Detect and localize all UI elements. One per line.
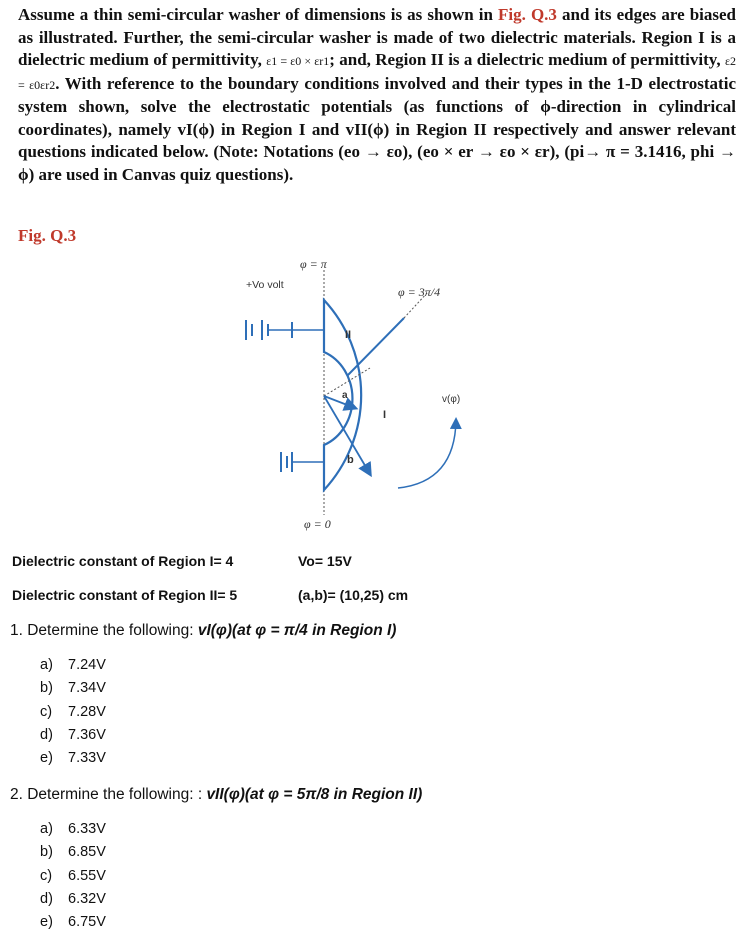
- option-item[interactable]: d) 7.36V: [40, 726, 106, 743]
- option-item[interactable]: b) 7.34V: [40, 680, 106, 697]
- question-2-prefix: 2. Determine the following: :: [10, 786, 207, 803]
- given-eps-I: Dielectric constant of Region I= 4: [12, 553, 234, 569]
- radius-b-label: b: [347, 454, 354, 466]
- option-item[interactable]: c) 7.28V: [40, 703, 106, 720]
- region-II-label: II: [345, 329, 352, 341]
- option-item[interactable]: a) 6.33V: [40, 821, 106, 837]
- figure-label: Fig. Q.3: [18, 226, 77, 245]
- phi-pi-label: φ = π: [300, 257, 327, 271]
- phi-0-label: φ = 0: [304, 517, 331, 531]
- intro-text-2: and its edges are biased as illustrated. Further, the semi-circular washer is made of two dielectric materials. Region I is a dielectric medium of permittivity,: [18, 5, 737, 69]
- option-item[interactable]: e) 6.75V: [40, 914, 106, 931]
- option-item[interactable]: a) 7.24V: [40, 657, 106, 673]
- radius-a-label: a: [342, 390, 348, 401]
- problem-statement: [18, 4, 736, 186]
- region-I-label: I: [383, 409, 387, 421]
- v-phi-arrow: [398, 420, 456, 488]
- phi-3pi4-label: φ = 3π/4: [398, 285, 441, 299]
- top-battery-icon: [246, 320, 324, 340]
- washer-figure: [0, 245, 748, 535]
- epsilon-1-expression: ε1 = ε0 × εr1: [266, 54, 330, 68]
- question-1-options: [40, 654, 106, 770]
- vo-label: +Vo volt: [246, 279, 284, 291]
- question-1-expression: vI(φ)(at φ = π/4 in Region I): [197, 622, 397, 639]
- question-1-prefix: 1. Determine the following:: [10, 622, 198, 639]
- intro-text-4: . With reference to the boundary conditions involved and their types in the 1-D electrostatic system shown, solve the electrostatic potentials (as functions of ϕ-direction in cylindrical coordinates), namely vI(ϕ) in Region I and vII(ϕ) in Region II respectively and answer relevant questions indicated below. (Note: Notations (eo → εo), (eo × er → εo × εr), (pi→ π = 3.1416, phi → ϕ) are used in Canvas quiz questions).: [18, 73, 736, 184]
- given-vo: Vo= 15V: [298, 553, 352, 569]
- radius-a-arrow: [324, 396, 355, 408]
- epsilon-2-expression: ε2 = ε0εr2: [18, 54, 736, 92]
- bottom-battery-icon: [281, 452, 324, 472]
- option-item[interactable]: b) 6.85V: [40, 844, 106, 861]
- question-2-options: [40, 818, 106, 934]
- question-2-expression: vII(φ)(at φ = 5π/8 in Region II): [206, 786, 423, 803]
- region-divider: [348, 318, 404, 375]
- intro-text-1: Assume a thin semi-circular washer of dimensions is as shown in: [18, 5, 493, 24]
- given-ab: (a,b)= (10,25) cm: [298, 587, 409, 603]
- intro-text-3: ; and, Region II is a dielectric medium of permittivity,: [329, 50, 721, 69]
- v-phi-label: v(φ): [442, 394, 461, 405]
- question-2: [10, 786, 422, 804]
- question-1: [10, 622, 396, 640]
- given-eps-II: Dielectric constant of Region II= 5: [12, 587, 238, 603]
- option-item[interactable]: d) 6.32V: [40, 890, 106, 907]
- option-item[interactable]: e) 7.33V: [40, 750, 106, 767]
- figure-reference: Fig. Q.3: [498, 5, 557, 24]
- option-item[interactable]: c) 6.55V: [40, 867, 106, 884]
